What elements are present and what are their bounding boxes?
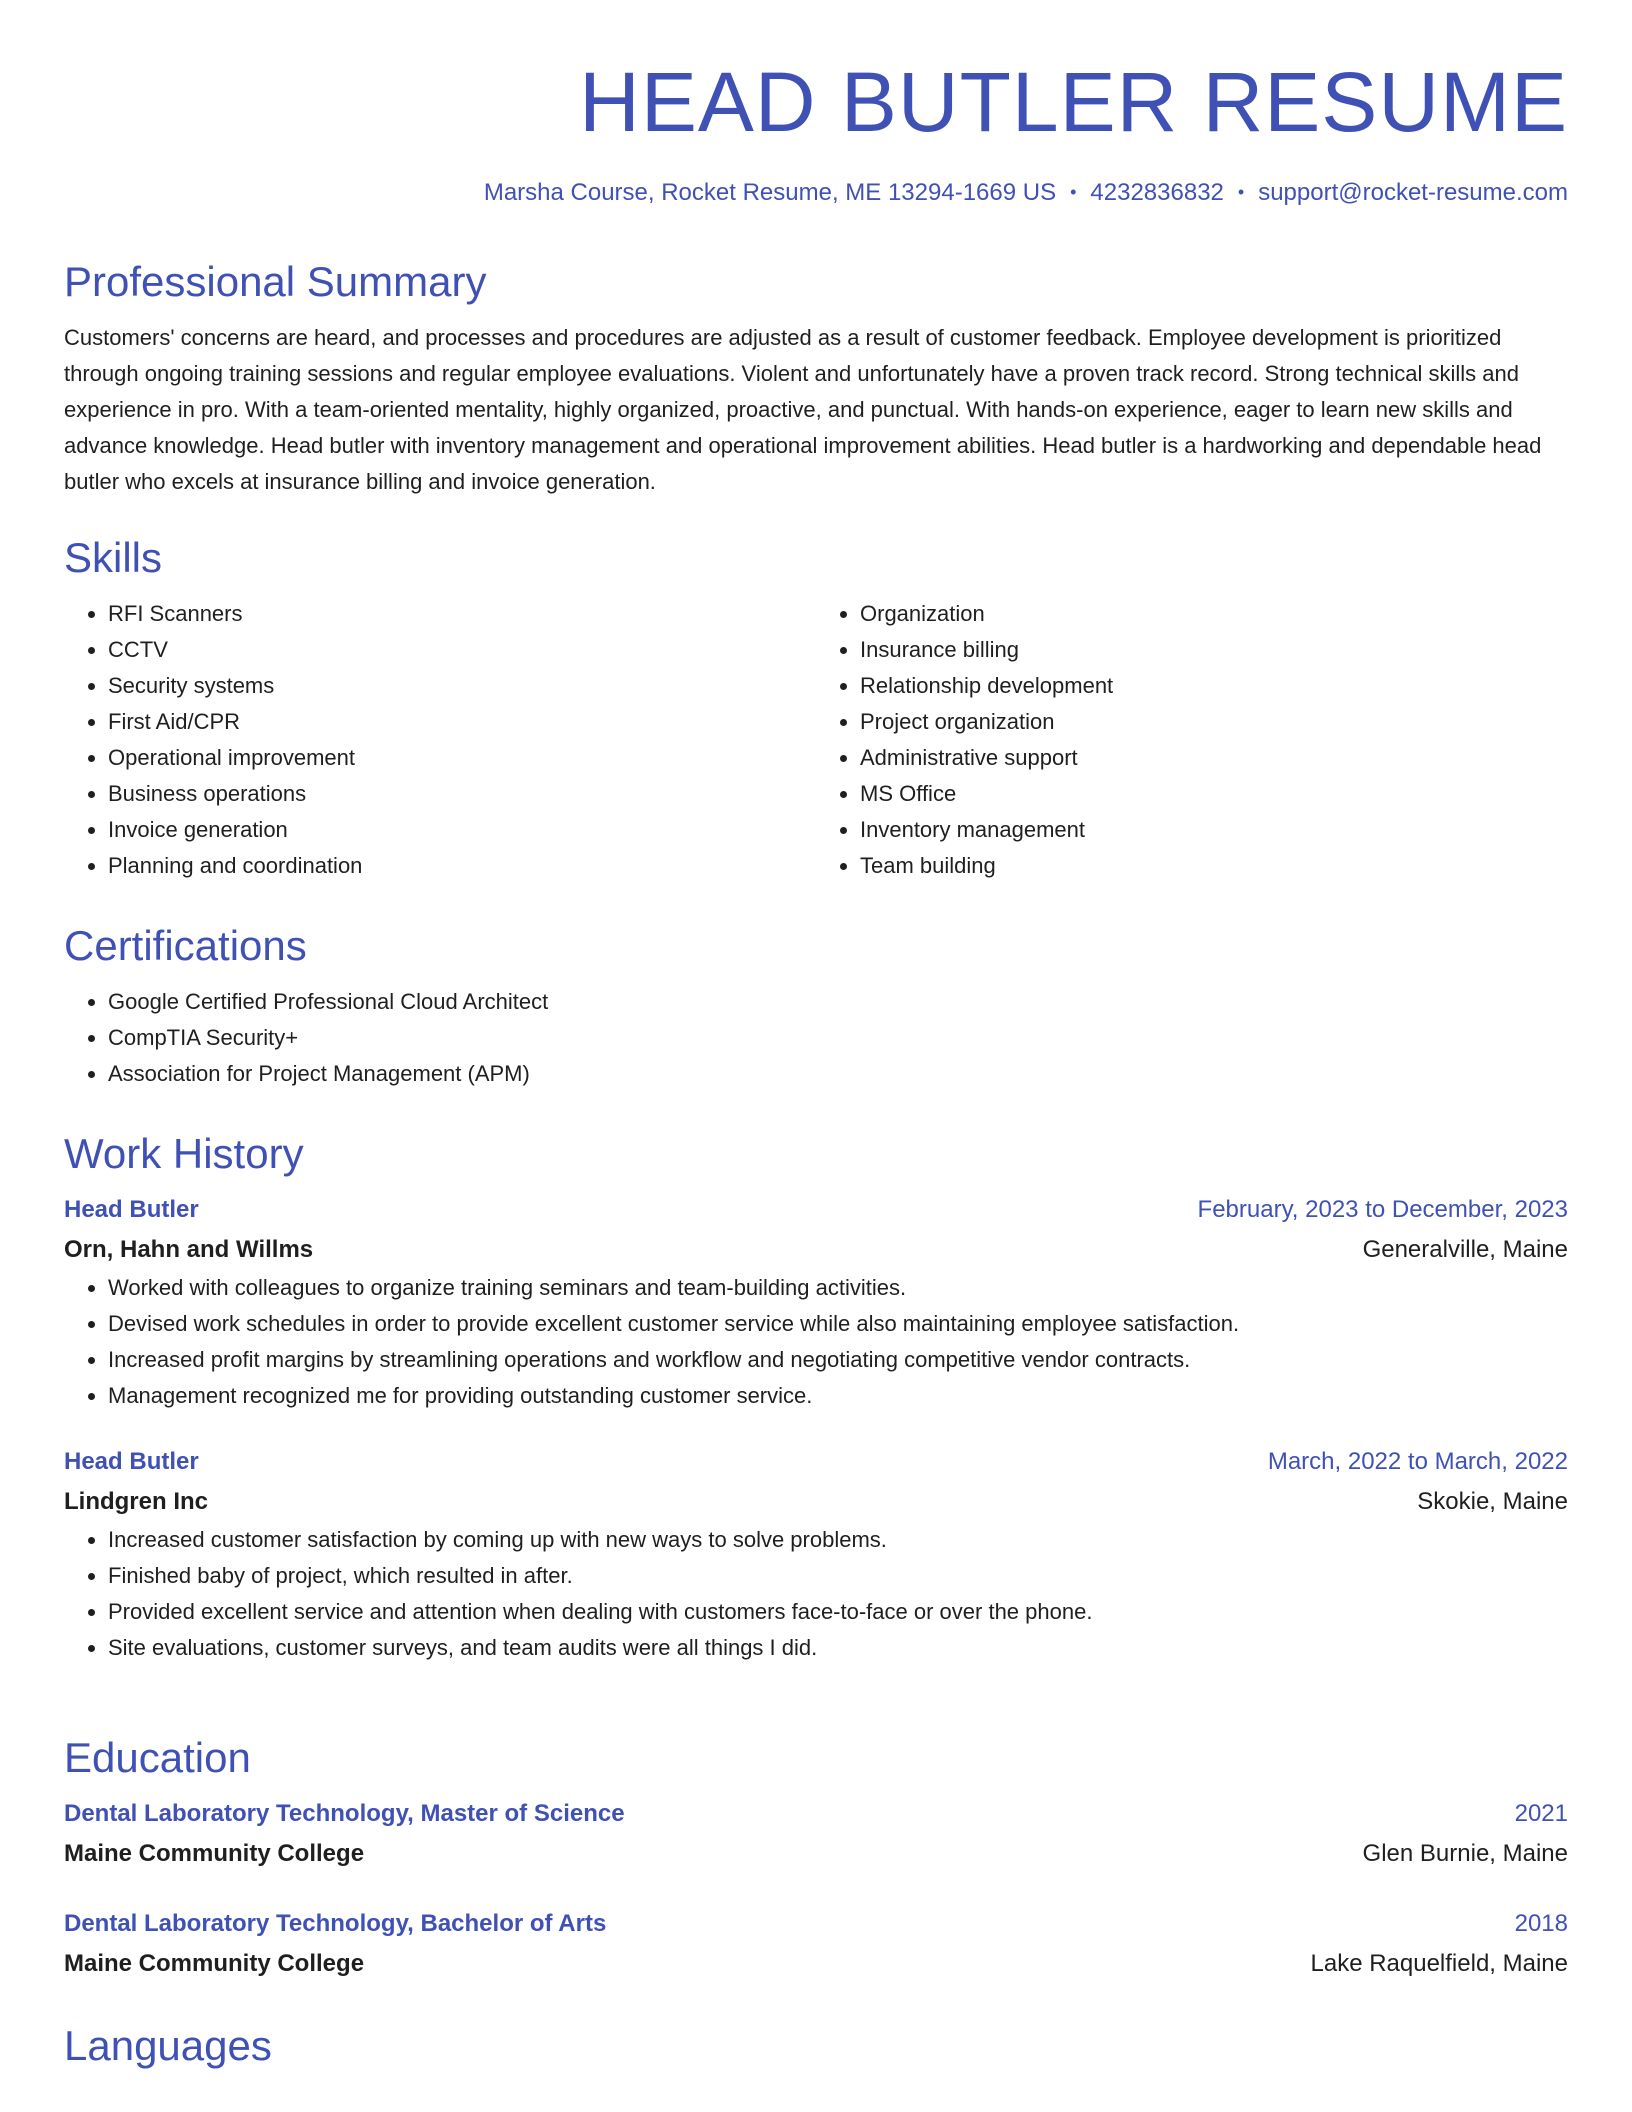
job-bullets bbox=[64, 1522, 1568, 1666]
job-entry bbox=[64, 1190, 1568, 1414]
skill-item: • Project organization bbox=[860, 704, 1568, 740]
education-entry bbox=[64, 1794, 1568, 1874]
education-degree: Dental Laboratory Technology, Master of Science bbox=[64, 1800, 625, 1827]
contact-address: Marsha Course, Rocket Resume, ME 13294-1669 US bbox=[483, 179, 1057, 206]
contact-email[interactable]: support@rocket-resume.com bbox=[1258, 179, 1568, 206]
skill-item: • First Aid/CPR bbox=[108, 704, 816, 740]
certification-item: • Google Certified Professional Cloud Architect bbox=[108, 984, 1568, 1020]
skills-heading: Skills bbox=[64, 534, 163, 581]
job-bullet: • Devised work schedules in order to provide excellent customer service while also maintaining employee satisfaction. bbox=[108, 1306, 1568, 1342]
education-subheader bbox=[64, 1944, 1568, 1984]
education-header bbox=[64, 1794, 1568, 1834]
certifications-heading: Certifications bbox=[64, 922, 307, 969]
job-bullet: • Management recognized me for providing outstanding customer service. bbox=[108, 1378, 1568, 1414]
certifications-list bbox=[64, 984, 1568, 1092]
resume-title: HEAD BUTLER RESUME bbox=[579, 55, 1568, 149]
summary-text: Customers' concerns are heard, and processes and procedures are adjusted as a result of customer feedback. Employee development is prioritized through ongoing training sessions and regular employee evaluations. Violent and unfortunately have a proven track record. Strong technical skills and experience in pro. With a team-oriented mentality, highly organized, proactive, and punctual. With hands-on experience, eager to learn new skills and advance knowledge. Head butler with inventory management and operational improvement abilities. Head butler is a hardworking and dependable head butler who excels at insurance billing and invoice generation. bbox=[64, 325, 1542, 494]
job-header bbox=[64, 1190, 1568, 1230]
skill-item: • MS Office bbox=[860, 776, 1568, 812]
education-school: Maine Community College bbox=[64, 1840, 365, 1867]
contact-phone: 4232836832 bbox=[1090, 179, 1224, 206]
contact-separator: • bbox=[1237, 182, 1245, 202]
education-location: Glen Burnie, Maine bbox=[1362, 1840, 1568, 1867]
skills-list-right bbox=[816, 596, 1568, 884]
job-bullet: • Increased customer satisfaction by coming up with new ways to solve problems. bbox=[108, 1522, 1568, 1558]
education-year: 2021 bbox=[1514, 1800, 1568, 1827]
skill-item: • Relationship development bbox=[860, 668, 1568, 704]
education-entry bbox=[64, 1904, 1568, 1984]
skills-section bbox=[64, 530, 1568, 884]
skill-item: • Security systems bbox=[108, 668, 816, 704]
skill-item: • Organization bbox=[860, 596, 1568, 632]
languages-section bbox=[64, 2018, 1568, 2074]
job-location: Skokie, Maine bbox=[1417, 1488, 1568, 1515]
skills-grid bbox=[64, 596, 1568, 884]
certification-item: • Association for Project Management (APM) bbox=[108, 1056, 1568, 1092]
job-bullet: • Finished baby of project, which resulted in after. bbox=[108, 1558, 1568, 1594]
job-bullets bbox=[64, 1270, 1568, 1414]
skill-item: • RFI Scanners bbox=[108, 596, 816, 632]
skill-item: • Inventory management bbox=[860, 812, 1568, 848]
job-title: Head Butler bbox=[64, 1448, 199, 1475]
education-heading: Education bbox=[64, 1734, 251, 1781]
job-bullet: • Worked with colleagues to organize training seminars and team-building activities. bbox=[108, 1270, 1568, 1306]
skill-item: • Invoice generation bbox=[108, 812, 816, 848]
job-bullet: • Increased profit margins by streamlining operations and workflow and negotiating competitive vendor contracts. bbox=[108, 1342, 1568, 1378]
job-company: Lindgren Inc bbox=[64, 1488, 208, 1515]
work-history-section bbox=[64, 1126, 1568, 1666]
skills-list-left bbox=[64, 596, 816, 884]
job-header bbox=[64, 1442, 1568, 1482]
summary-heading: Professional Summary bbox=[64, 258, 487, 305]
skill-item: • CCTV bbox=[108, 632, 816, 668]
job-subheader bbox=[64, 1230, 1568, 1270]
summary-section bbox=[64, 254, 1568, 500]
job-entry bbox=[64, 1442, 1568, 1666]
skill-item: • Administrative support bbox=[860, 740, 1568, 776]
education-section bbox=[64, 1730, 1568, 1984]
contact-line bbox=[484, 179, 1568, 207]
languages-heading: Languages bbox=[64, 2022, 272, 2069]
skill-item: • Team building bbox=[860, 848, 1568, 884]
job-company: Orn, Hahn and Willms bbox=[64, 1236, 314, 1263]
education-header bbox=[64, 1904, 1568, 1944]
certification-item: • CompTIA Security+ bbox=[108, 1020, 1568, 1056]
job-subheader bbox=[64, 1482, 1568, 1522]
education-location: Lake Raquelfield, Maine bbox=[1310, 1950, 1568, 1977]
job-bullet: • Site evaluations, customer surveys, and team audits were all things I did. bbox=[108, 1630, 1568, 1666]
skill-item: • Operational improvement bbox=[108, 740, 816, 776]
skill-item: • Planning and coordination bbox=[108, 848, 816, 884]
education-school: Maine Community College bbox=[64, 1950, 365, 1977]
education-degree: Dental Laboratory Technology, Bachelor of Arts bbox=[64, 1910, 607, 1937]
job-dates: March, 2022 to March, 2022 bbox=[1267, 1448, 1568, 1475]
job-title: Head Butler bbox=[64, 1196, 199, 1223]
skill-item: • Business operations bbox=[108, 776, 816, 812]
contact-separator: • bbox=[1070, 182, 1077, 202]
certifications-section bbox=[64, 918, 1568, 1092]
job-bullet: • Provided excellent service and attention when dealing with customers face-to-face or over the phone. bbox=[108, 1594, 1568, 1630]
education-subheader bbox=[64, 1834, 1568, 1874]
work-history-heading: Work History bbox=[64, 1130, 304, 1177]
skill-item: • Insurance billing bbox=[860, 632, 1568, 668]
education-year: 2018 bbox=[1514, 1910, 1568, 1937]
job-dates: February, 2023 to December, 2023 bbox=[1197, 1196, 1568, 1223]
job-location: Generalville, Maine bbox=[1362, 1236, 1568, 1263]
